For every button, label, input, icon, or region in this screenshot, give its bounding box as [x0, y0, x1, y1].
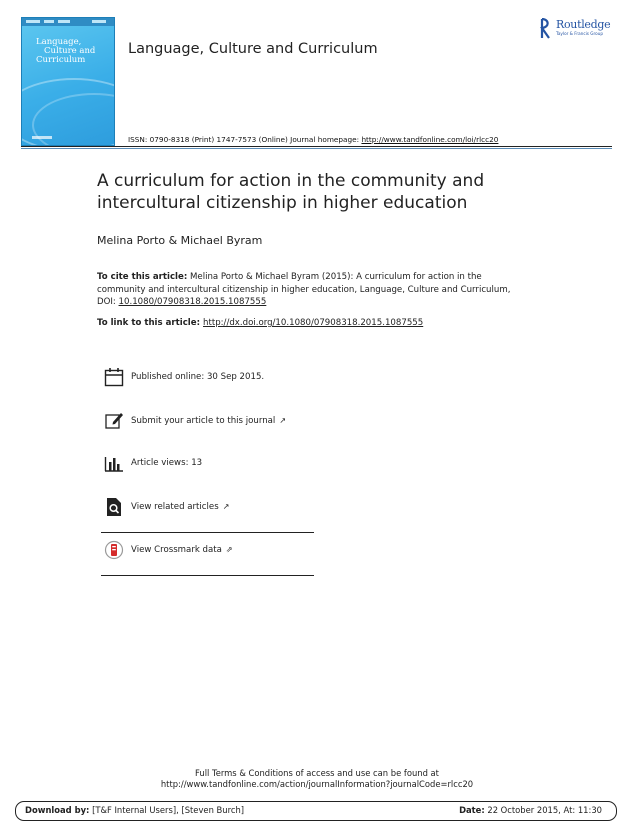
download-by-value: [T&F Internal Users], [Steven Burch] — [89, 805, 245, 815]
related-articles-item[interactable] — [104, 497, 364, 519]
article-views-label: Article views: 13 — [131, 458, 203, 468]
journal-cover-image — [21, 17, 115, 146]
journal-homepage-link[interactable]: http://www.tandfonline.com/loi/rlcc20 — [361, 135, 499, 144]
download-by — [25, 805, 244, 815]
header-divider — [21, 146, 612, 147]
cite-label: To cite this article: — [97, 272, 188, 282]
external-link-icon: ↗ — [279, 416, 287, 425]
published-online-item — [104, 367, 364, 389]
calendar-icon — [104, 367, 124, 387]
citation-block — [97, 271, 517, 309]
related-articles-text[interactable]: View related articles — [131, 502, 219, 512]
download-by-label: Download by: — [25, 805, 90, 815]
article-views-item — [104, 453, 364, 475]
download-date-value: 22 October 2015, At: 11:30 — [484, 805, 602, 815]
download-info-bar — [15, 801, 617, 821]
cite-text: Melina Porto & Michael Byram (2015): A curriculum for action in the community and intercultural citizenship in higher education, Language, Culture and Curriculum, DOI: — [97, 272, 511, 307]
routledge-r-icon — [540, 18, 552, 39]
terms-notice — [0, 768, 634, 790]
journal-title: Language, Culture and Curriculum — [128, 41, 378, 57]
logo-subtitle: Taylor & Francis Group — [556, 31, 604, 36]
cover-title-line: Culture and — [44, 46, 96, 56]
bar-chart-icon — [104, 453, 124, 473]
article-title: A curriculum for action in the community and intercultural citizenship in higher education — [97, 171, 485, 213]
item-divider — [101, 575, 314, 576]
logo-name: Routledge — [556, 18, 611, 31]
article-doi-link[interactable]: http://dx.doi.org/10.1080/07908318.2015.1087555 — [203, 318, 424, 328]
related-articles-label[interactable] — [131, 502, 229, 512]
cover-publisher-mark — [32, 136, 52, 139]
document-search-icon — [104, 497, 124, 517]
issn-text: ISSN: 0790-8318 (Print) 1747-7573 (Online) Journal homepage: — [128, 135, 362, 144]
download-date-label: Date: — [459, 805, 485, 815]
external-link-icon: ↗ — [222, 502, 230, 511]
crossmark-text[interactable]: View Crossmark data — [131, 545, 222, 555]
article-authors: Melina Porto & Michael Byram — [97, 234, 263, 247]
routledge-logo[interactable] — [540, 18, 616, 40]
submit-article-text[interactable]: Submit your article to this journal — [131, 416, 276, 426]
published-online-label: Published online: 30 Sep 2015. — [131, 372, 265, 382]
cite-doi-link[interactable]: 10.1080/07908318.2015.1087555 — [118, 297, 267, 307]
cover-title — [36, 38, 112, 65]
link-label: To link to this article: — [97, 318, 204, 328]
item-divider — [101, 532, 314, 533]
cover-top-strip — [22, 18, 114, 26]
cover-title-line: Curriculum — [36, 55, 86, 65]
article-link-block — [97, 317, 537, 330]
crossmark-label[interactable] — [131, 545, 233, 555]
edit-icon — [104, 411, 124, 431]
header-divider-blue — [21, 148, 612, 149]
terms-line: Full Terms & Conditions of access and use can be found at — [195, 768, 439, 778]
submit-article-item[interactable] — [104, 411, 364, 433]
cover-title-line: Language, — [36, 37, 82, 47]
crossmark-icon — [104, 540, 124, 560]
download-date — [459, 805, 602, 815]
submit-article-label[interactable] — [131, 416, 286, 426]
crossmark-link-icon: ⇗ — [225, 545, 233, 554]
terms-url-link[interactable]: http://www.tandfonline.com/action/journalInformation?journalCode=rlcc20 — [160, 779, 474, 789]
crossmark-item[interactable] — [104, 540, 364, 562]
issn-line — [128, 135, 498, 144]
